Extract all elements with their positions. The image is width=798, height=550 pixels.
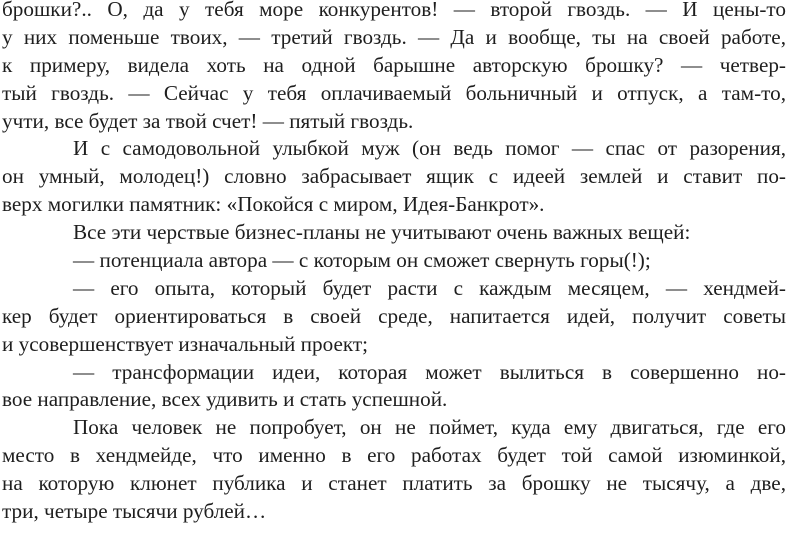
text-line: к примеру, видела хоть на одной барышне авторскую брошку? — четвер- <box>2 52 786 77</box>
text-line: И с самодовольной улыбкой муж (он ведь помог — спас от разорения, <box>73 136 786 161</box>
list-item-transformation <box>0 359 798 415</box>
paragraph-1 <box>0 0 798 135</box>
paragraph-3 <box>0 219 798 247</box>
text-line: на которую клюнет публика и станет платить за брошку не тысячу, а две, <box>2 471 786 496</box>
paragraph-7 <box>0 414 798 526</box>
list-item-experience <box>0 275 798 359</box>
text-line: три, четыре тысячи рублей… <box>2 499 267 524</box>
paragraph-2 <box>0 135 798 219</box>
text-line: учти, все будет за твой счет! — пятый гвоздь. <box>2 108 414 133</box>
text-line: кер будет ориентироваться в своей среде, напитается идей, получит советы <box>2 303 786 328</box>
text-line: тый гвоздь. — Сейчас у тебя оплачиваемый больничный и отпуск, а там-то, <box>2 80 786 105</box>
text-line: место в хендмейде, что именно в его работах будет той самой изюминкой, <box>2 443 786 468</box>
text-line: у них поменьше твоих, — третий гвоздь. — Да и вообще, ты на своей работе, <box>2 24 786 49</box>
text-line: Пока человек не попробует, он не поймет, куда ему двигаться, где его <box>73 415 786 440</box>
text-line: — потенциала автора — с которым он сможет свернуть горы(!); <box>73 248 651 273</box>
text-line: брошки?.. О, да у тебя море конкурентов! — второй гвоздь. — И цены-то <box>2 0 786 21</box>
text-line: и усовершенствует изначальный проект; <box>2 331 369 356</box>
text-line: вое направление, всех удивить и стать успешной. <box>2 387 448 412</box>
text-line: — трансформации идеи, которая может вылиться в совершенно но- <box>73 359 786 384</box>
text-line: — его опыта, который будет расти с каждым месяцем, — хендмей- <box>73 275 786 300</box>
text-line: он умный, молодец!) словно забрасывает ящик с идеей землей и ставит по- <box>2 164 786 189</box>
text-line: верх могилки памятник: «Покойся с миром, Идея-Банкрот». <box>2 192 545 217</box>
list-item-potential <box>0 247 798 275</box>
text-line: Все эти черствые бизнес-планы не учитывают очень важных вещей: <box>73 220 691 245</box>
